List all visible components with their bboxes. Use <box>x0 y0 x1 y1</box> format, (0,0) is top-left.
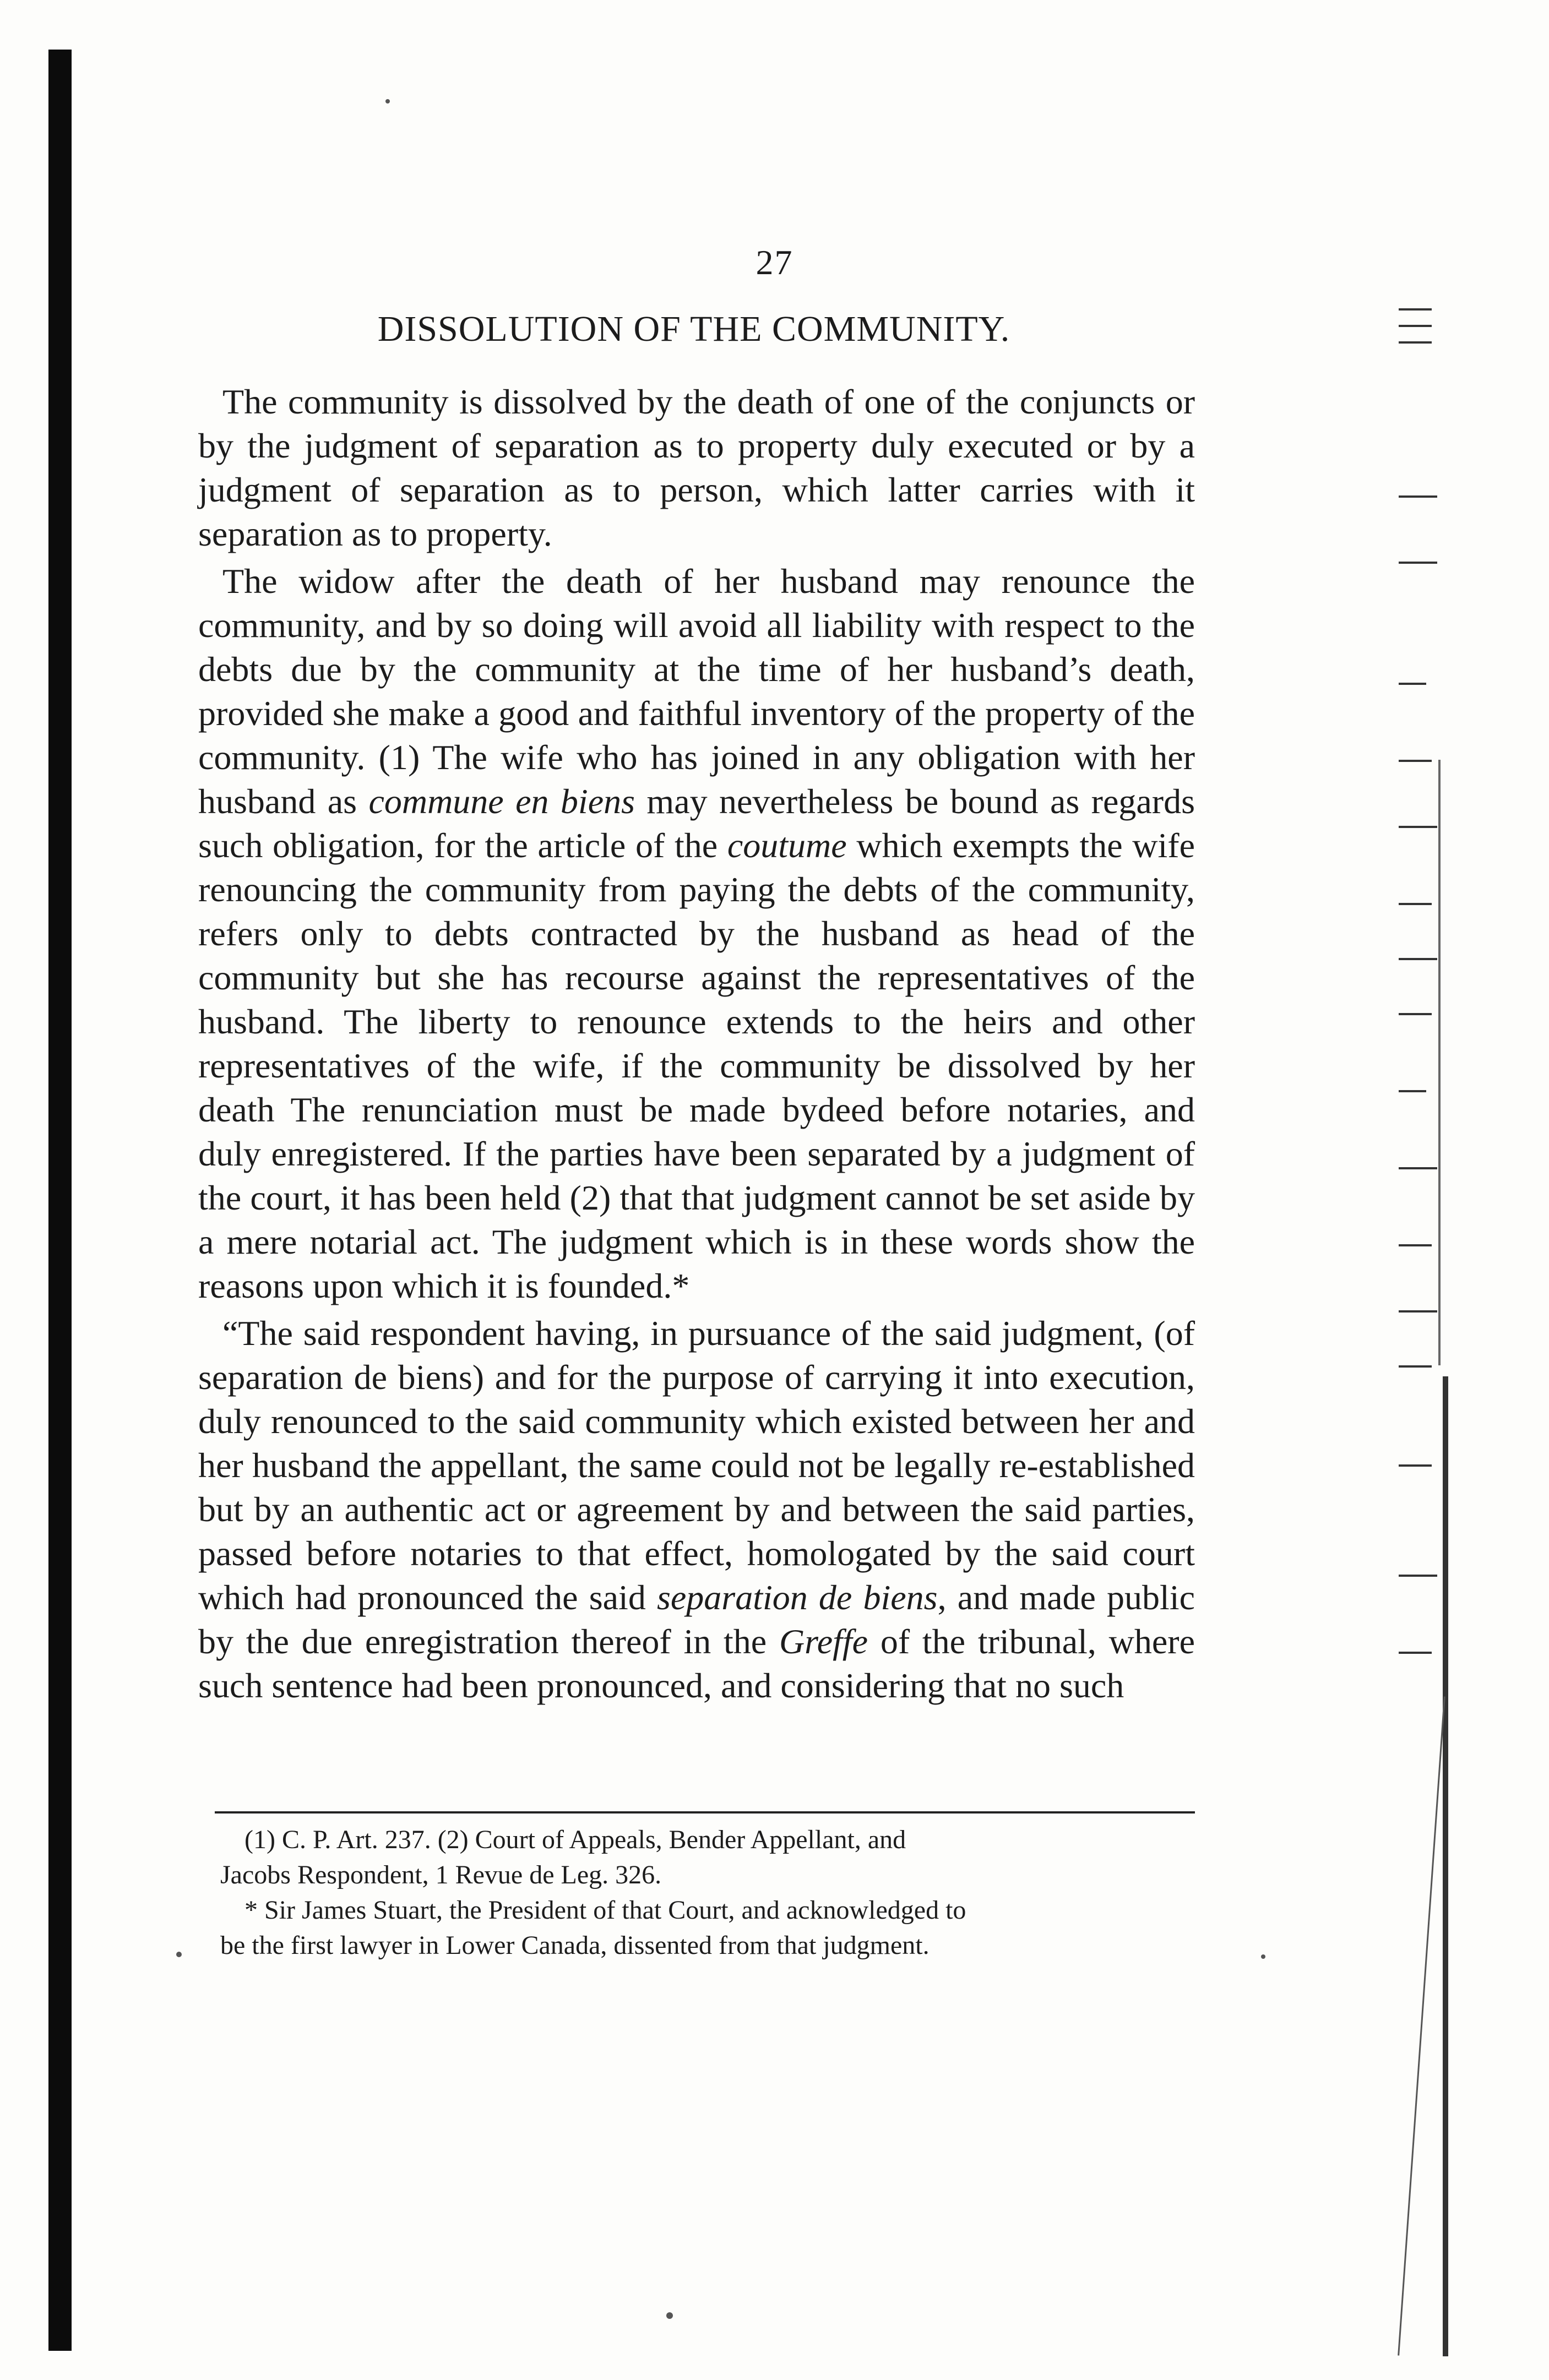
page-number: 27 <box>756 243 793 282</box>
footnote-1: (1) C. P. Art. 237. (2) Court of Appeals, Bender Appellant, and <box>244 1825 906 1854</box>
footnote-rule <box>215 1811 1195 1813</box>
scan-speck <box>666 2312 673 2319</box>
scan-speck <box>385 99 390 104</box>
paragraph-1: The community is dissolved by the death of one of the conjuncts or by the judgment of separation as to property duly executed or by a judgment of separation as to person, which latter carries with it separation as to property. <box>198 382 1195 553</box>
paragraph-3: “The said respondent having, in pursuance of the said judgment, (of separation de biens) and for the purpose of carrying it into execution, duly renounced to the said community which existed between her and her husband the appellant, the same could not be legally re-established but by an authentic act or agreement by and between the said parties, passed before notaries to that effect, homologated by the said court which had pronounced the said separation de biens, and made public by the due enregistration thereof in the Greffe of the tribunal, where such sentence had been pronounced, and considering that no such <box>198 1314 1195 1705</box>
paragraph-2: The widow after the death of her husband may renounce the community, and by so doing will avoid all liability with respect to the debts due by the community at the time of her husband’s death, provided she make a good and faithful inventory of the property of the community. (1) The wife who has joined in any obligation with her husband as commune en biens may nevertheless be bound as regards such obligation, for the article of the coutume which exempts the wife renouncing the community from paying the debts of the community, refers only to debts contracted by the husband as head of the community but she has recourse against the representatives of the husband. The liberty to renounce extends to the heirs and other representatives of the wife, if the community be dissolved by her death The renunciation must be made bydeed before notaries, and duly enregistered. If the parties have been separated by a judgment of the court, it has been held (2) that that judgment cannot be set aside by a mere notarial act. The judgment which is in these words show the reasons upon which it is founded.* <box>198 562 1195 1305</box>
scan-speck <box>1261 1954 1265 1959</box>
right-margin-ruling <box>1399 264 1525 2356</box>
scan-speck <box>176 1952 182 1957</box>
binding-strip <box>48 50 72 2351</box>
footnote-1-continued: Jacobs Respondent, 1 Revue de Leg. 326. <box>220 1860 662 1889</box>
footnotes <box>220 1822 1200 1963</box>
chapter-title: DISSOLUTION OF THE COMMUNITY. <box>377 309 1010 349</box>
footnote-2-continued: be the first lawyer in Lower Canada, dissented from that judgment. <box>220 1931 930 1960</box>
body-text <box>198 380 1195 1708</box>
footnote-2: * Sir James Stuart, the President of that Court, and acknowledged to <box>244 1896 966 1925</box>
